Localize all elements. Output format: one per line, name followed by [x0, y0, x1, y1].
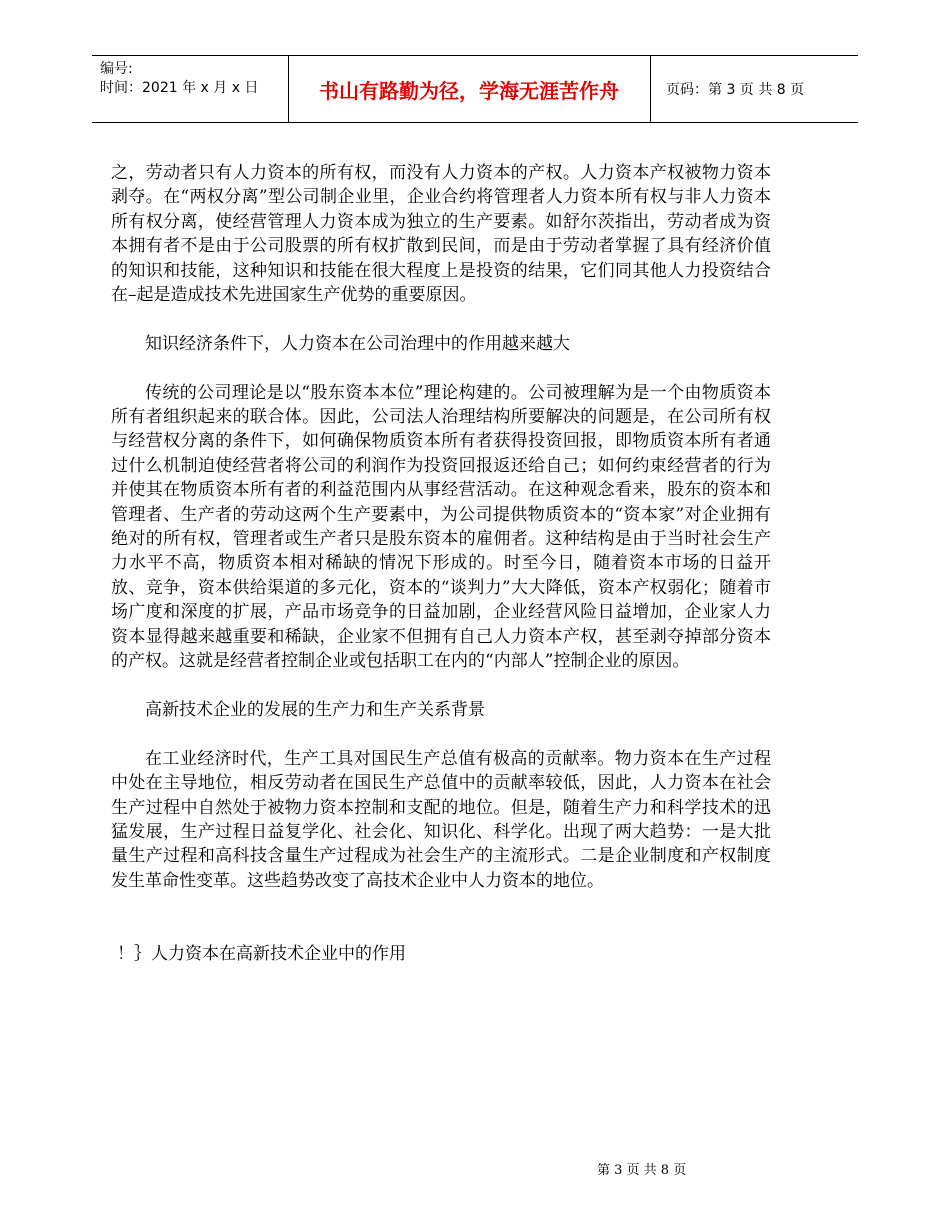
paragraph-1: 之，劳动者只有人力资本的所有权，而没有人力资本的产权。人力资本产权被物力资本剥夺。在“两权分离”型公司制企业里，企业合约将管理者人力资本所有权与非人力资本所有权分离，使经营管理人力资本成为独立的生产要素。如舒尔茨指出，劳动者成为资本拥有者不是由于公司股票的所有权扩散到民间，而是由于劳动者掌握了具有经济价值的知识和技能，这种知识和技能在很大程度上是投资的结果，它们同其他人力投资结合在–起是造成技术先进国家生产优势的重要原因。	[111, 163, 771, 306]
section-heading-3: ！｝人力资本在高新技术企业中的作用	[117, 943, 406, 964]
page-header	[92, 55, 858, 123]
paragraph-3: 在工业经济时代，生产工具对国民生产总值有极高的贡献率。物力资本在生产过程中处在主导地位，相反劳动者在国民生产总值中的贡献率较低，因此，人力资本在社会生产过程中自然处于被物力资本控制和支配的地位。但是，随着生产力和科学技术的迅猛发展，生产过程日益复学化、社会化、知识化、科学化。出现了两大趋势：一是大批量生产过程和高科技含量生产过程成为社会生产的主流形式。二是企业制度和产权制度发生革命性变革。这些趋势改变了高技术企业中人力资本的地位。	[111, 748, 771, 891]
paragraph-gap	[111, 722, 771, 746]
paragraph-gap	[111, 356, 771, 380]
section-heading-2: 高新技术企业的发展的生产力和生产关系背景	[145, 699, 485, 720]
paragraph-gap	[111, 893, 771, 917]
header-divider-right	[650, 56, 651, 122]
date-label: 时间：2021 年 x 月 x 日	[100, 80, 259, 96]
paragraph-gap	[111, 918, 771, 942]
header-motto: 书山有路勤为径，学海无涯苦作舟	[319, 78, 619, 103]
paragraph-2: 传统的公司理论是以“股东资本本位”理论构建的。公司被理解为是一个由物质资本所有者组织起来的联合体。因此，公司法人治理结构所要解决的问题是，在公司所有权与经营权分离的条件下，如何确保物质资本所有者获得投资回报，即物质资本所有者通过什么机制迫使经营者将公司的利润作为投资回报返还给自己；如何约束经营者的行为并使其在物质资本所有者的利益范围内从事经营活动。在这种观念看来，股东的资本和管理者、生产者的劳动这两个生产要素中，为公司提供物质资本的“资本家”对企业拥有绝对的所有权，管理者或生产者只是股东资本的雇佣者。这种结构是由于当时社会生产力水平不高，物质资本相对稀缺的情况下形成的。时至今日，随着资本市场的日益开放、竞争，资本供给渠道的多元化，资本的“谈判力”大大降低，资本产权弱化；随着市场广度和深度的扩展，产品市场竞争的日益加剧，企业经营风险日益增加，企业家人力资本显得越来越重要和稀缺，企业家不但拥有自己人力资本产权，甚至剥夺掉部分资本的产权。这就是经营者控制企业或包括职工在内的“内部人”控制企业的原因。	[111, 382, 771, 672]
document-body	[111, 161, 771, 966]
page-footer: 第 3 页 共 8 页	[597, 1163, 687, 1178]
header-meta	[100, 60, 280, 98]
paragraph-gap	[111, 307, 771, 331]
page-label-text: 页码：第 3 页 共 8 页	[666, 82, 805, 98]
serial-label: 编号:	[100, 61, 133, 77]
section-heading-1: 知识经济条件下，人力资本在公司治理中的作用越来越大	[145, 333, 570, 354]
header-page-label	[658, 56, 858, 122]
paragraph-gap	[111, 674, 771, 698]
